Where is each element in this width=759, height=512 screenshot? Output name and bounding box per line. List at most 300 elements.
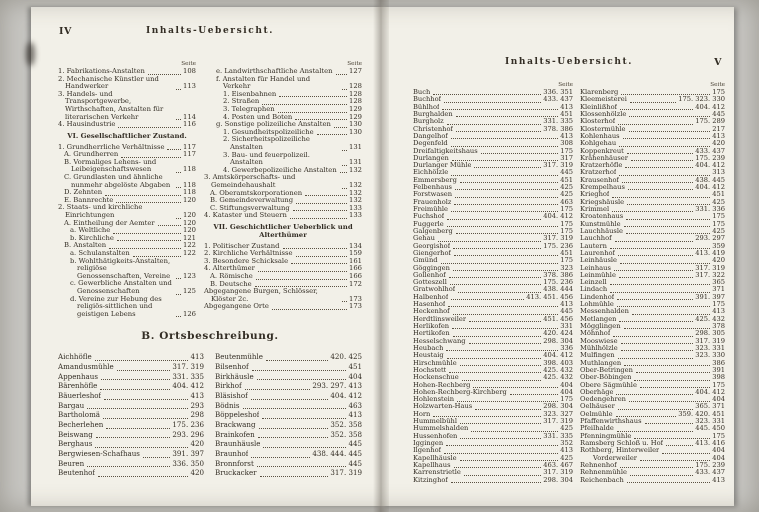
entry-label: 1. Gesundheitspolizeiliche xyxy=(223,127,314,136)
entry-page-numbers: 175 xyxy=(560,219,573,228)
index-entry xyxy=(215,362,362,372)
entry-page-numbers: 118 xyxy=(183,165,196,174)
entry-label: g. Sonstige polizeiliche Anstalten xyxy=(216,120,331,129)
entry-page-numbers: 128 xyxy=(349,97,362,106)
entry-page-numbers: 298. 304 xyxy=(543,402,573,411)
index-entry xyxy=(58,468,204,478)
entry-page-numbers: 404. 412 xyxy=(695,161,725,170)
right-page-header xyxy=(413,57,725,68)
entry-label: Pfenningmühle xyxy=(580,432,632,440)
dot-leaders xyxy=(475,409,541,410)
entry-page-numbers: 413 xyxy=(190,390,204,400)
index-entry xyxy=(413,250,573,257)
entry-label: Klostermühle xyxy=(580,125,626,133)
index-entry xyxy=(58,362,204,372)
entry-label: Kohlenhaus xyxy=(580,132,620,140)
index-entry xyxy=(413,104,573,111)
toc-entry xyxy=(58,280,196,295)
entry-label: Hockenschue xyxy=(413,374,459,382)
entry-page-numbers: 371 xyxy=(712,285,725,294)
dot-leaders xyxy=(342,165,347,166)
index-entry xyxy=(580,316,725,323)
entry-page-numbers: 175 xyxy=(712,212,725,221)
dot-leaders xyxy=(447,124,542,125)
entry-label: 4. Alterthümer xyxy=(204,264,255,273)
dot-leaders xyxy=(296,256,348,257)
entry-label: Beutenmühle xyxy=(215,352,263,362)
entry-page-numbers: 420. 425 xyxy=(330,352,362,362)
toc-column-1 xyxy=(58,68,196,318)
entry-page-numbers: 175. 323. 330 xyxy=(678,95,725,104)
dot-leaders xyxy=(106,428,170,429)
entry-page-numbers: 451 xyxy=(560,175,573,184)
dot-leaders xyxy=(460,365,542,366)
dot-leaders xyxy=(433,416,541,417)
entry-page-numbers: 113 xyxy=(183,82,196,91)
entry-label: 4. Gewerbepolizeiliche Anstalten xyxy=(223,165,337,174)
dot-leaders xyxy=(334,127,347,128)
entry-page-numbers: 359. 420. 451 xyxy=(678,409,725,418)
entry-label: Klarenberg xyxy=(580,89,619,96)
entry-page-numbers: 425. 432 xyxy=(543,365,573,374)
dot-leaders xyxy=(251,457,310,458)
entry-label: Freimühle xyxy=(413,206,448,213)
entry-page-numbers: 120 xyxy=(183,218,196,227)
dot-leaders xyxy=(474,167,541,168)
dot-leaders xyxy=(617,431,693,432)
index-entry xyxy=(580,440,725,447)
index-entry xyxy=(58,430,204,440)
book-page-left xyxy=(31,7,382,506)
entry-label: Karrenstrietle xyxy=(413,469,461,477)
index-entry xyxy=(413,433,573,440)
entry-label: Iggingen xyxy=(413,440,444,447)
dot-leaders xyxy=(100,389,170,390)
dot-leaders xyxy=(636,372,710,373)
toc-section-heading: VI. Gesellschaftlicher Zustand. xyxy=(67,131,187,140)
entry-page-numbers: 108 xyxy=(183,67,196,75)
entry-page-numbers: 425 xyxy=(560,424,573,433)
entry-page-numbers: 175. 236 xyxy=(543,278,573,287)
entry-page-numbers: 175 xyxy=(560,205,573,213)
index-entry xyxy=(215,430,362,440)
dot-leaders xyxy=(243,408,347,409)
dot-leaders xyxy=(176,278,181,279)
toc-entry xyxy=(58,296,196,319)
entry-label: Lindach xyxy=(580,286,608,294)
dot-leaders xyxy=(634,380,710,381)
index-entry xyxy=(580,469,725,476)
entry-page-numbers: 298 xyxy=(190,410,204,420)
entry-page-numbers: 131 xyxy=(349,142,362,151)
index-entry xyxy=(580,447,725,454)
entry-page-numbers: 130 xyxy=(349,127,362,136)
dot-leaders xyxy=(245,389,311,390)
entry-page-numbers: 413 xyxy=(560,102,573,111)
entry-page-numbers: 175. 236 xyxy=(172,419,204,429)
dot-leaders xyxy=(444,453,558,454)
entry-page-numbers: 404 xyxy=(560,380,573,389)
entry-label: Möhnhof xyxy=(580,330,611,338)
entry-page-numbers: 463. 467 xyxy=(543,460,573,469)
entry-label: Metlangen xyxy=(580,315,617,323)
entry-label: 1. Eisenbahnen xyxy=(223,89,277,98)
entry-page-numbers: 352 xyxy=(560,439,573,447)
entry-page-numbers: 413 xyxy=(560,446,573,455)
dot-leaders xyxy=(481,153,559,154)
index-entry xyxy=(413,301,573,308)
entry-page-numbers: 445 xyxy=(348,458,362,468)
entry-label: Mögglingen xyxy=(580,323,621,330)
entry-label: A. Grundherren xyxy=(64,150,119,159)
dot-leaders xyxy=(446,445,558,446)
index-entry xyxy=(413,126,573,133)
entry-label: Leinhaus xyxy=(580,264,611,272)
dot-leaders xyxy=(117,370,171,371)
entry-page-numbers: 120 xyxy=(183,211,196,219)
index-entry xyxy=(413,148,573,155)
entry-label: A. Eintheilung der Aemter xyxy=(64,218,155,227)
index-entry xyxy=(413,96,573,103)
entry-label: Fuchshof xyxy=(413,213,445,221)
index-entry xyxy=(580,235,725,242)
toc-entry xyxy=(204,136,362,151)
dot-leaders xyxy=(453,336,542,337)
seite-label: Seite xyxy=(347,61,362,67)
dot-leaders xyxy=(447,219,541,220)
entry-page-numbers: 132 xyxy=(349,165,362,174)
entry-page-numbers: 425 xyxy=(712,197,725,206)
entry-label: Bäuerleshof xyxy=(58,390,102,400)
entry-label: B. Anstalten xyxy=(64,241,107,250)
entry-label: Berghaus xyxy=(58,439,93,449)
entry-page-numbers: 317. 319 xyxy=(172,361,204,371)
index-entry xyxy=(58,401,204,411)
toc-entry xyxy=(204,174,362,189)
entry-label: Hertikofen xyxy=(413,330,450,338)
entry-page-numbers: 378. 386 xyxy=(543,124,573,133)
entry-label: d. Vereine zur Hebung des religiös-sittlichen und geistigen Lebens xyxy=(70,294,162,318)
entry-label: f. Anstalten für Handel und Verkehr xyxy=(216,74,311,91)
index-columns-left-page xyxy=(58,352,362,478)
dot-leaders xyxy=(336,74,347,75)
entry-label: Kapellhäusle xyxy=(413,454,457,462)
entry-page-numbers: 323. 327 xyxy=(543,409,573,418)
index-entry xyxy=(215,381,362,391)
index-entry xyxy=(580,126,725,133)
entry-page-numbers: 445 xyxy=(560,168,573,177)
dot-leaders xyxy=(455,189,558,190)
entry-label: Hohen-Rechberg xyxy=(413,381,471,389)
toc-entry xyxy=(58,91,196,121)
dot-leaders xyxy=(469,343,542,344)
dot-leaders xyxy=(612,197,710,198)
dot-leaders xyxy=(279,96,347,97)
entry-label: 2. Staats- und kirchliche Einrichtungen xyxy=(58,203,143,219)
entry-label: Klossenhölzle xyxy=(580,110,627,118)
entry-page-numbers: 359 xyxy=(712,241,725,250)
entry-label: Bödnis xyxy=(215,400,240,410)
entry-page-numbers: 323. 331 xyxy=(695,417,725,426)
entry-label: Kunstmühle xyxy=(580,220,621,228)
dot-leaders xyxy=(158,225,181,226)
entry-label: Hesselschwang xyxy=(413,337,466,345)
entry-page-numbers: 122 xyxy=(183,248,196,257)
entry-page-numbers: 175 xyxy=(712,380,725,389)
index-entry xyxy=(580,477,725,484)
dot-leaders xyxy=(456,131,541,132)
entry-label: Böppeleshof xyxy=(215,410,260,420)
entry-label: Gotteszell xyxy=(413,279,447,287)
dot-leaders xyxy=(460,423,541,424)
seite-label: Seite xyxy=(710,82,725,88)
entry-page-numbers: 120 xyxy=(183,226,196,235)
entry-label: Hasenhof xyxy=(413,301,446,309)
dot-leaders xyxy=(441,263,559,264)
entry-page-numbers: 175 xyxy=(560,146,573,155)
entry-label: Lindenhof xyxy=(580,293,615,301)
dot-leaders xyxy=(626,219,710,220)
entry-label: Dreifaltigkeitshaus xyxy=(413,147,478,155)
dot-leaders xyxy=(257,379,347,380)
entry-label: Mooswiese xyxy=(580,337,618,345)
entry-label: Obere Sägmühle xyxy=(580,381,637,389)
entry-page-numbers: 129 xyxy=(349,112,362,121)
index-entry xyxy=(413,316,573,323)
entry-label: Bärenhöfle xyxy=(58,381,98,391)
entry-label: Hummelshalden xyxy=(413,425,469,433)
entry-label: Birkhof xyxy=(215,381,242,391)
index-entry xyxy=(413,184,573,191)
entry-page-numbers: 293. 296 xyxy=(172,429,204,439)
entry-page-numbers: 413. 419 xyxy=(695,248,725,257)
entry-page-numbers: 413 xyxy=(348,410,362,420)
entry-label: a. Weltliche xyxy=(70,226,111,235)
entry-page-numbers: 132 xyxy=(349,188,362,197)
dot-leaders xyxy=(446,350,558,351)
entry-label: Eichhölzle xyxy=(413,169,449,177)
dot-leaders xyxy=(469,321,541,322)
dot-leaders xyxy=(438,241,541,242)
entry-label: Beuren xyxy=(58,458,85,468)
entry-label: Dangelhof xyxy=(413,132,448,140)
entry-page-numbers: 132 xyxy=(349,180,362,189)
entry-label: Bilsenhof xyxy=(215,361,249,371)
entry-page-numbers: 134 xyxy=(349,241,362,250)
entry-label: Oelmühle xyxy=(580,410,613,418)
entry-page-numbers: 125 xyxy=(183,286,196,295)
entry-label: Leinmühle xyxy=(580,271,616,279)
index-entry xyxy=(580,162,725,169)
dot-leaders xyxy=(143,457,170,458)
entry-label: Heustaig xyxy=(413,352,444,360)
entry-label: Durlangen xyxy=(413,154,449,162)
index-entry xyxy=(413,440,573,447)
entry-label: B. Vormaliges Lehens- und Leibeigenschaftswesen xyxy=(64,157,157,174)
entry-page-numbers: 118 xyxy=(183,180,196,189)
entry-page-numbers: 391 xyxy=(712,365,725,374)
index-entry xyxy=(58,449,204,459)
entry-label: Horn xyxy=(413,410,431,418)
dot-leaders xyxy=(455,197,558,198)
entry-label: 2. Mechanische Künstler und Handwerker xyxy=(58,74,159,91)
entry-page-numbers: 413 xyxy=(712,307,725,316)
entry-label: Gehau xyxy=(413,235,435,243)
running-title-right: Inhalts-Uebersicht. xyxy=(504,57,634,67)
scan-smudge xyxy=(26,42,35,66)
entry-page-numbers: 404. 412 xyxy=(543,351,573,360)
entry-page-numbers: 331 xyxy=(560,322,573,330)
entry-page-numbers: 127 xyxy=(349,67,362,75)
entry-label: Hohen-Rechberg-Kirchberg xyxy=(413,388,507,396)
dot-leaders xyxy=(176,119,181,120)
toc-entry xyxy=(58,76,196,91)
entry-page-numbers: 420 xyxy=(712,256,725,265)
entry-label: 2. Sicherheitspolizeiliche Anstalten xyxy=(223,135,310,151)
index-entry xyxy=(413,243,573,250)
entry-page-numbers: 131 xyxy=(349,158,362,167)
entry-page-numbers: 413 xyxy=(560,300,573,309)
entry-label: Fuggerle xyxy=(413,220,444,228)
toc-columns xyxy=(58,61,362,318)
entry-label: Heubach xyxy=(413,344,444,352)
entry-label: 4. Posten und Boten xyxy=(223,112,293,121)
index-entry xyxy=(580,352,725,359)
entry-label: Hummelbühl xyxy=(413,418,457,426)
entry-label: Klosterhof xyxy=(580,118,616,126)
entry-label: Galgenberg xyxy=(413,227,453,235)
dot-leaders xyxy=(442,109,558,110)
entry-page-numbers: 404 xyxy=(712,395,725,404)
entry-page-numbers: 114 xyxy=(183,112,196,121)
index-entry xyxy=(580,389,725,396)
entry-page-numbers: 317. 319 xyxy=(695,336,725,345)
entry-label: Krempelhaus xyxy=(580,184,625,192)
page-number-right: V xyxy=(714,57,722,68)
entry-page-numbers: 413 xyxy=(712,131,725,140)
dot-leaders xyxy=(342,188,347,189)
entry-label: Birkhäusle xyxy=(215,371,254,381)
entry-page-numbers: 128 xyxy=(349,82,362,91)
dot-leaders xyxy=(453,248,541,249)
entry-page-numbers: 122 xyxy=(183,241,196,250)
index-entry xyxy=(580,133,725,140)
index-entry xyxy=(413,162,573,169)
entry-label: Ilgenhof xyxy=(413,447,442,455)
entry-label: Buch xyxy=(413,89,431,96)
index-entry xyxy=(58,410,204,420)
dot-leaders xyxy=(454,255,558,256)
seite-label: Seite xyxy=(558,82,573,88)
entry-label: Kleinlißhof xyxy=(580,103,618,111)
entry-label: 3. Bau- und feuerpolizeil. Anstalten xyxy=(223,150,310,167)
dot-leaders xyxy=(618,124,693,125)
index-entry xyxy=(580,104,725,111)
entry-label: Hussenhofen xyxy=(413,432,458,440)
index-entry xyxy=(580,213,725,220)
entry-label: Aichhöfle xyxy=(58,352,92,362)
dot-leaders xyxy=(342,150,347,151)
dot-leaders xyxy=(449,372,541,373)
entry-label: 3. Handels- und Transportgewerbe, Wirthschaften, Anstalten für literarischen Verkehr xyxy=(58,89,164,121)
index-entry xyxy=(215,410,362,420)
entry-label: Gmünd xyxy=(413,257,438,265)
index-entry xyxy=(215,352,362,362)
entry-label: Rothberg, Hinterweiler xyxy=(580,447,660,455)
entry-page-numbers: 386 xyxy=(712,358,725,367)
entry-page-numbers: 365. 371 xyxy=(695,402,725,411)
entry-label: Lautern xyxy=(580,242,607,250)
index-columns-right-page xyxy=(413,82,725,484)
dot-leaders xyxy=(464,475,541,476)
entry-label: C. Grundlasten und ähnliche nunmehr abgelöste Abgaben xyxy=(64,173,171,189)
entry-label: Bruckacker xyxy=(215,468,257,478)
dot-leaders xyxy=(259,428,329,429)
dot-leaders xyxy=(447,358,542,359)
entry-page-numbers: 172 xyxy=(349,279,362,288)
index-entry xyxy=(580,279,725,286)
entry-label: Hochstett xyxy=(413,366,447,374)
dot-leaders xyxy=(510,394,558,395)
dot-leaders xyxy=(258,271,347,272)
dot-leaders xyxy=(118,127,181,128)
entry-page-numbers: 404 xyxy=(560,387,573,396)
entry-page-numbers: 378. 386 xyxy=(543,270,573,279)
entry-page-numbers: 175. 289 xyxy=(695,117,725,126)
index-entry xyxy=(413,199,573,206)
entry-page-numbers: 133 xyxy=(349,203,362,212)
entry-page-numbers: 298. 305 xyxy=(695,329,725,338)
entry-page-numbers: 404. 412 xyxy=(695,387,725,396)
entry-page-numbers: 161 xyxy=(349,256,362,265)
entry-label: Halbenhof xyxy=(413,293,449,301)
dot-leaders xyxy=(630,475,693,476)
entry-label: B. Gemeindeverwaltung xyxy=(210,196,294,205)
entry-page-numbers: 398. 403 xyxy=(543,358,573,367)
seite-label: Seite xyxy=(181,61,196,67)
entry-page-numbers: 445 xyxy=(348,439,362,449)
entry-page-numbers: 175 xyxy=(712,219,725,228)
dot-leaders xyxy=(616,416,677,417)
entry-page-numbers: 352. 358 xyxy=(330,429,362,439)
entry-label: Kohlgehau xyxy=(580,140,617,148)
dot-leaders xyxy=(451,138,558,139)
dot-leaders xyxy=(460,182,558,183)
entry-page-numbers: 438. 444. 445 xyxy=(312,448,362,458)
index-entry xyxy=(215,391,362,401)
dot-leaders xyxy=(631,160,693,161)
entry-page-numbers: 425. 432 xyxy=(543,373,573,382)
entry-page-numbers: 420 xyxy=(712,139,725,148)
dot-leaders xyxy=(627,153,693,154)
entry-label: Koppenkreut xyxy=(580,147,624,155)
entry-page-numbers: 308 xyxy=(560,139,573,148)
index-entry xyxy=(58,372,204,382)
dot-leaders xyxy=(342,89,347,90)
toc-entry xyxy=(58,159,196,174)
entry-page-numbers: 463 xyxy=(348,400,362,410)
entry-page-numbers: 298. 304 xyxy=(543,475,573,484)
entry-label: Krausenhof xyxy=(580,176,619,184)
dot-leaders xyxy=(620,467,694,468)
index-entry xyxy=(580,184,725,191)
entry-page-numbers: 420 xyxy=(190,468,204,478)
entry-page-numbers: 433. 437 xyxy=(695,146,725,155)
dot-leaders xyxy=(260,476,329,477)
dot-leaders xyxy=(96,437,171,438)
entry-page-numbers: 331. 335 xyxy=(543,431,573,440)
index-entry xyxy=(580,367,725,374)
